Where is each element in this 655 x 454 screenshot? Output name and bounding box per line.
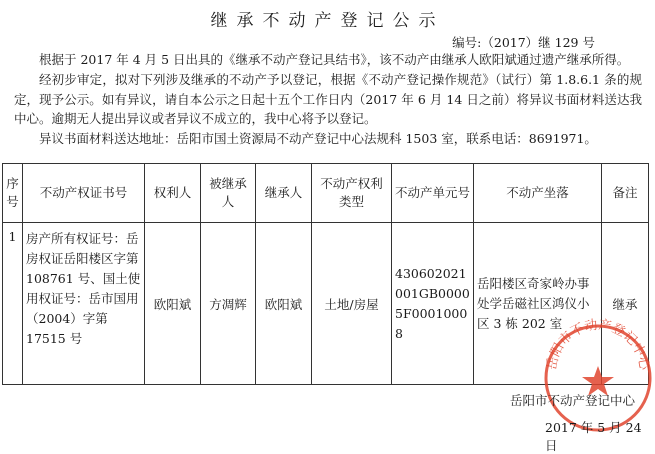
cell-cert: 房产所有权证号：岳房权证岳阳楼区字第 108761 号、国土使用权证号：岳市国用（2004）字第 17515 号 [23,223,145,385]
notice-title: 继承不动产登记公示 [210,11,445,31]
cell-right-type: 土地/房屋 [312,223,392,385]
cell-right-holder: 欧阳斌 [145,223,201,385]
issuing-organization: 岳阳市不动产登记中心 [510,393,636,408]
issue-date: 2017 年 5 月 24 日 [545,420,642,453]
header-seq: 序号 [3,164,23,223]
table-header-row [3,164,649,223]
paragraph-basis: 根据于 2017 年 4 月 5 日出具的《继承不动产登记具结书》，该不动产由继承人欧阳斌通过遗产继承所得。 [39,52,630,67]
header-heir: 继承人 [256,164,312,223]
header-location: 不动产坐落 [474,164,602,223]
cell-heir: 欧阳斌 [256,223,312,385]
document-number: 编号:（2017）继 129 号 [452,35,595,50]
cell-decedent: 方凋辉 [201,223,256,385]
cell-unit-no: 430602021001GB00005F00010008 [392,223,474,385]
header-cert: 不动产权证书号 [23,164,145,223]
cell-seq: 1 [3,223,23,385]
header-unit-no: 不动产单元号 [392,164,474,223]
cell-location: 岳阳楼区奇家岭办事处学岳磁社区鸿仪小区 3 栋 202 室 [474,223,602,385]
cell-remark: 继承 [602,223,649,385]
seal-text: 岳阳市不动产登记中心 [544,318,652,372]
header-decedent: 被继承人 [201,164,256,223]
header-right-holder: 权利人 [145,164,201,223]
paragraph-review: 经初步审定，拟对下列涉及继承的不动产予以登记，根据《不动产登记操作规范》（试行）第 1.8.6.1 条的规定，现予公示。如有异议，请自本公示之日起十五个工作日内（2017 年 6 月 14 日之前）将异议书面材料送达我中心。逾期无人提出异议或者异议不成立的，我中心将予以登记。 [14,72,642,126]
header-remark: 备注 [602,164,649,223]
header-right-type: 不动产权利类型 [312,164,392,223]
paragraph-address: 异议书面材料送达地址：岳阳市国土资源局不动产登记中心法规科 1503 室，联系电话：8691971。 [39,131,597,146]
